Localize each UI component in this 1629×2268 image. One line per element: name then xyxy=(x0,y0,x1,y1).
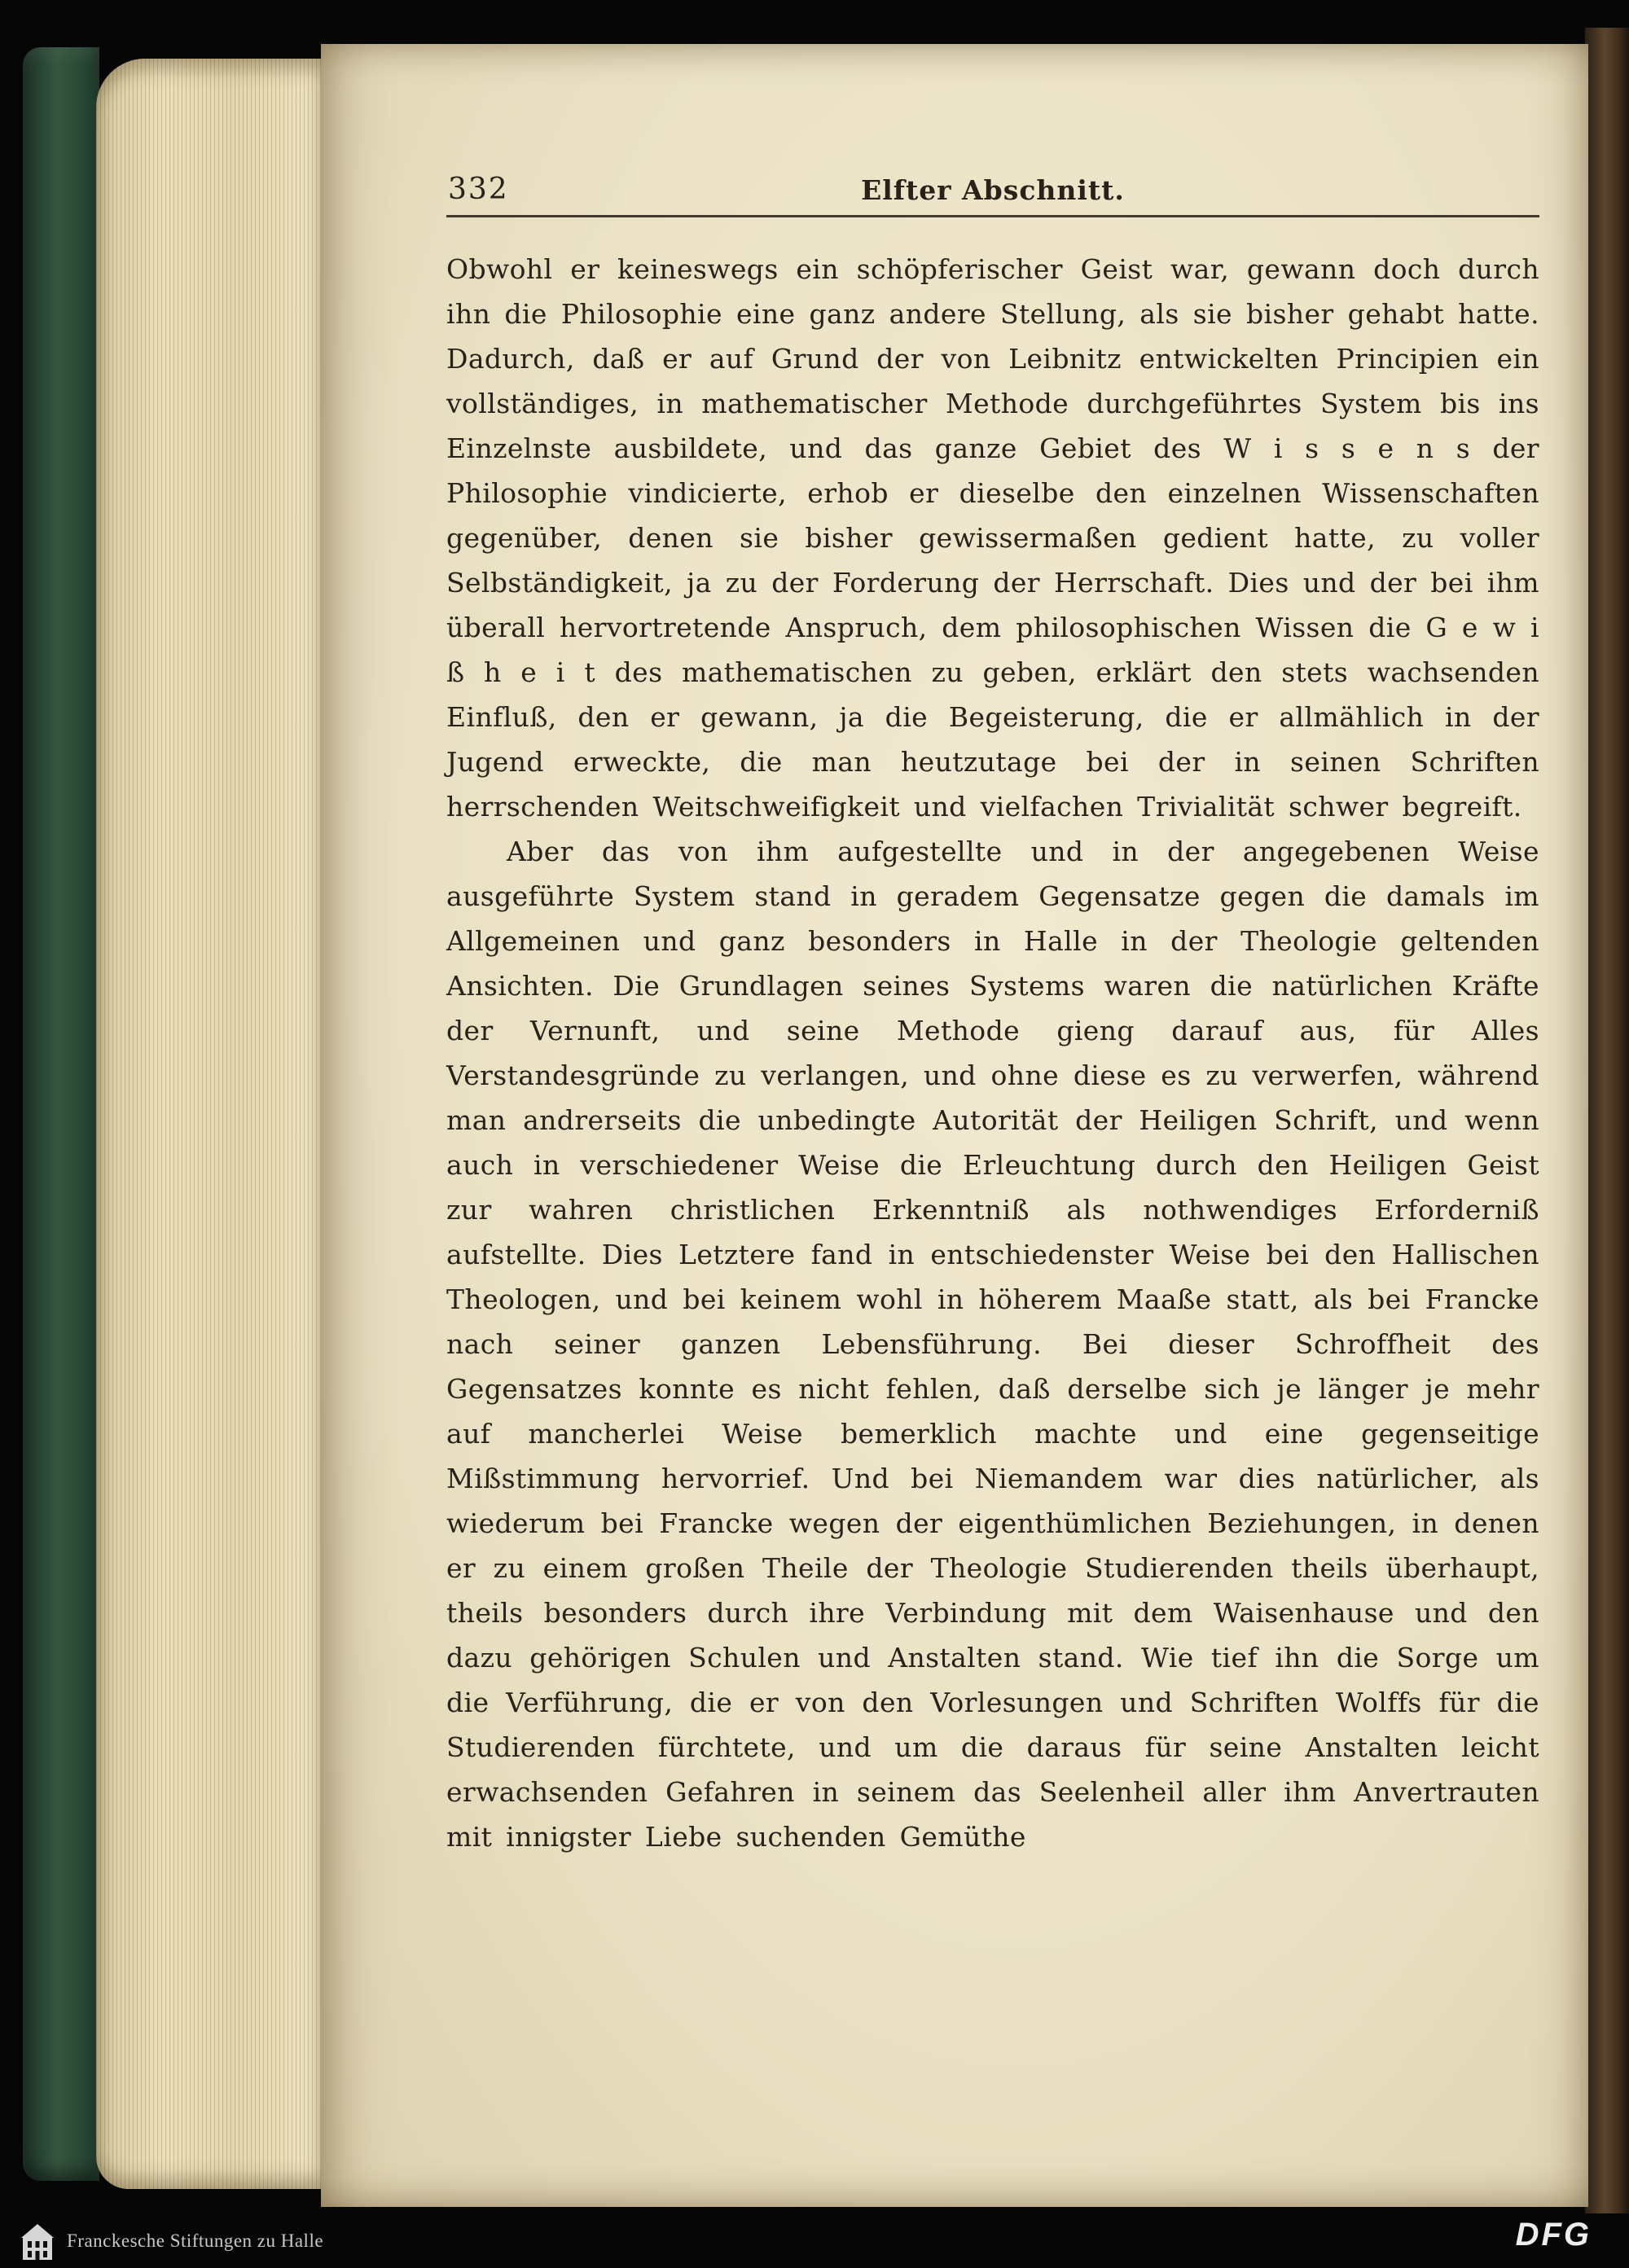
page-text-block xyxy=(446,168,1539,1859)
dfg-logo: DFG xyxy=(1515,2217,1592,2253)
franckesche-stiftungen-logo-icon xyxy=(21,2222,54,2260)
library-attribution xyxy=(21,2222,323,2260)
page-number: 332 xyxy=(448,173,509,206)
library-name: Franckesche Stiftungen zu Halle xyxy=(67,2231,324,2251)
book-back-board-edge xyxy=(1585,28,1629,2213)
page-header xyxy=(446,168,1539,215)
header-rule xyxy=(446,215,1539,217)
book-cover-spine xyxy=(23,47,99,2181)
paragraph-2: Aber das von ihm aufgestellte und in der angegebenen Weise ausgeführte System stand in geradem Gegensatze gegen die damals im Allgemeinen und ganz besonders in Halle in der Theologie geltenden Ansichten. Die Grundlagen seines Systems waren die natürlichen Kräfte der Vernunft, und seine Methode gieng darauf aus, für Alles Verstandesgründe zu verlangen, und ohne diese es zu verwerfen, während man andrerseits die unbedingte Autorität der Heiligen Schrift, und wenn auch in verschiedener Weise die Erleuchtung durch den Heiligen Geist zur wahren christlichen Erkenntniß als nothwendiges Erforderniß aufstellte. Dies Letztere fand in entschiedenster Weise bei den Hallischen Theologen, und bei keinem wohl in höherem Maaße statt, als bei Francke nach seiner ganzen Lebensführung. Bei dieser Schroffheit des Gegensatzes konnte es nicht fehlen, daß derselbe sich je länger je mehr auf mancherlei Weise bemerklich machte und eine gegenseitige Mißstimmung hervorrief. Und bei Niemandem war dies natürlicher, als wiederum bei Francke wegen der eigenthümlichen Beziehungen, in denen er zu einem großen Theile der Theologie Studierenden theils überhaupt, theils besonders durch ihre Verbindung mit dem Waisenhause und den dazu gehörigen Schulen und Anstalten stand. Wie tief ihn die Sorge um die Verführung, die er von den Vorlesungen und Schriften Wolffs für die Studierenden fürchtete, und um die daraus für seine Anstalten leicht erwachsenden Gefahren in seinem das Seelenheil aller ihm Anvertrauten mit innigster Liebe suchenden Gemüthe xyxy=(446,836,1539,1853)
running-header: Elfter Abschnitt. xyxy=(861,174,1125,206)
book-page-edges xyxy=(96,59,324,2189)
paragraph-1: Obwohl er keineswegs ein schöpferischer Geist war, gewann doch durch ihn die Philosophie eine ganz andere Stellung, als sie bisher gehabt hatte. Dadurch, daß er auf Grund der von Leibnitz entwickelten Principien ein vollständiges, in mathematischer Methode durchgeführtes System bis ins Einzelnste ausbildete, und das ganze Gebiet des W i s s e n s der Philosophie vindicierte, erhob er dieselbe den einzelnen Wissenschaften gegenüber, denen sie bisher gewissermaßen gedient hatte, zu voller Selbständigkeit, ja zu der Forderung der Herrschaft. Dies und der bei ihm überall hervortretende Anspruch, dem philosophischen Wissen die G e w i ß h e i t des mathematischen zu geben, erklärt den stets wachsenden Einfluß, den er gewann, ja die Begeisterung, die er allmählich in der Jugend erweckte, die man heutzutage bei der in seinen Schriften herrschenden Weitschweifigkeit und vielfachen Trivialität schwer begreift. xyxy=(446,253,1539,823)
